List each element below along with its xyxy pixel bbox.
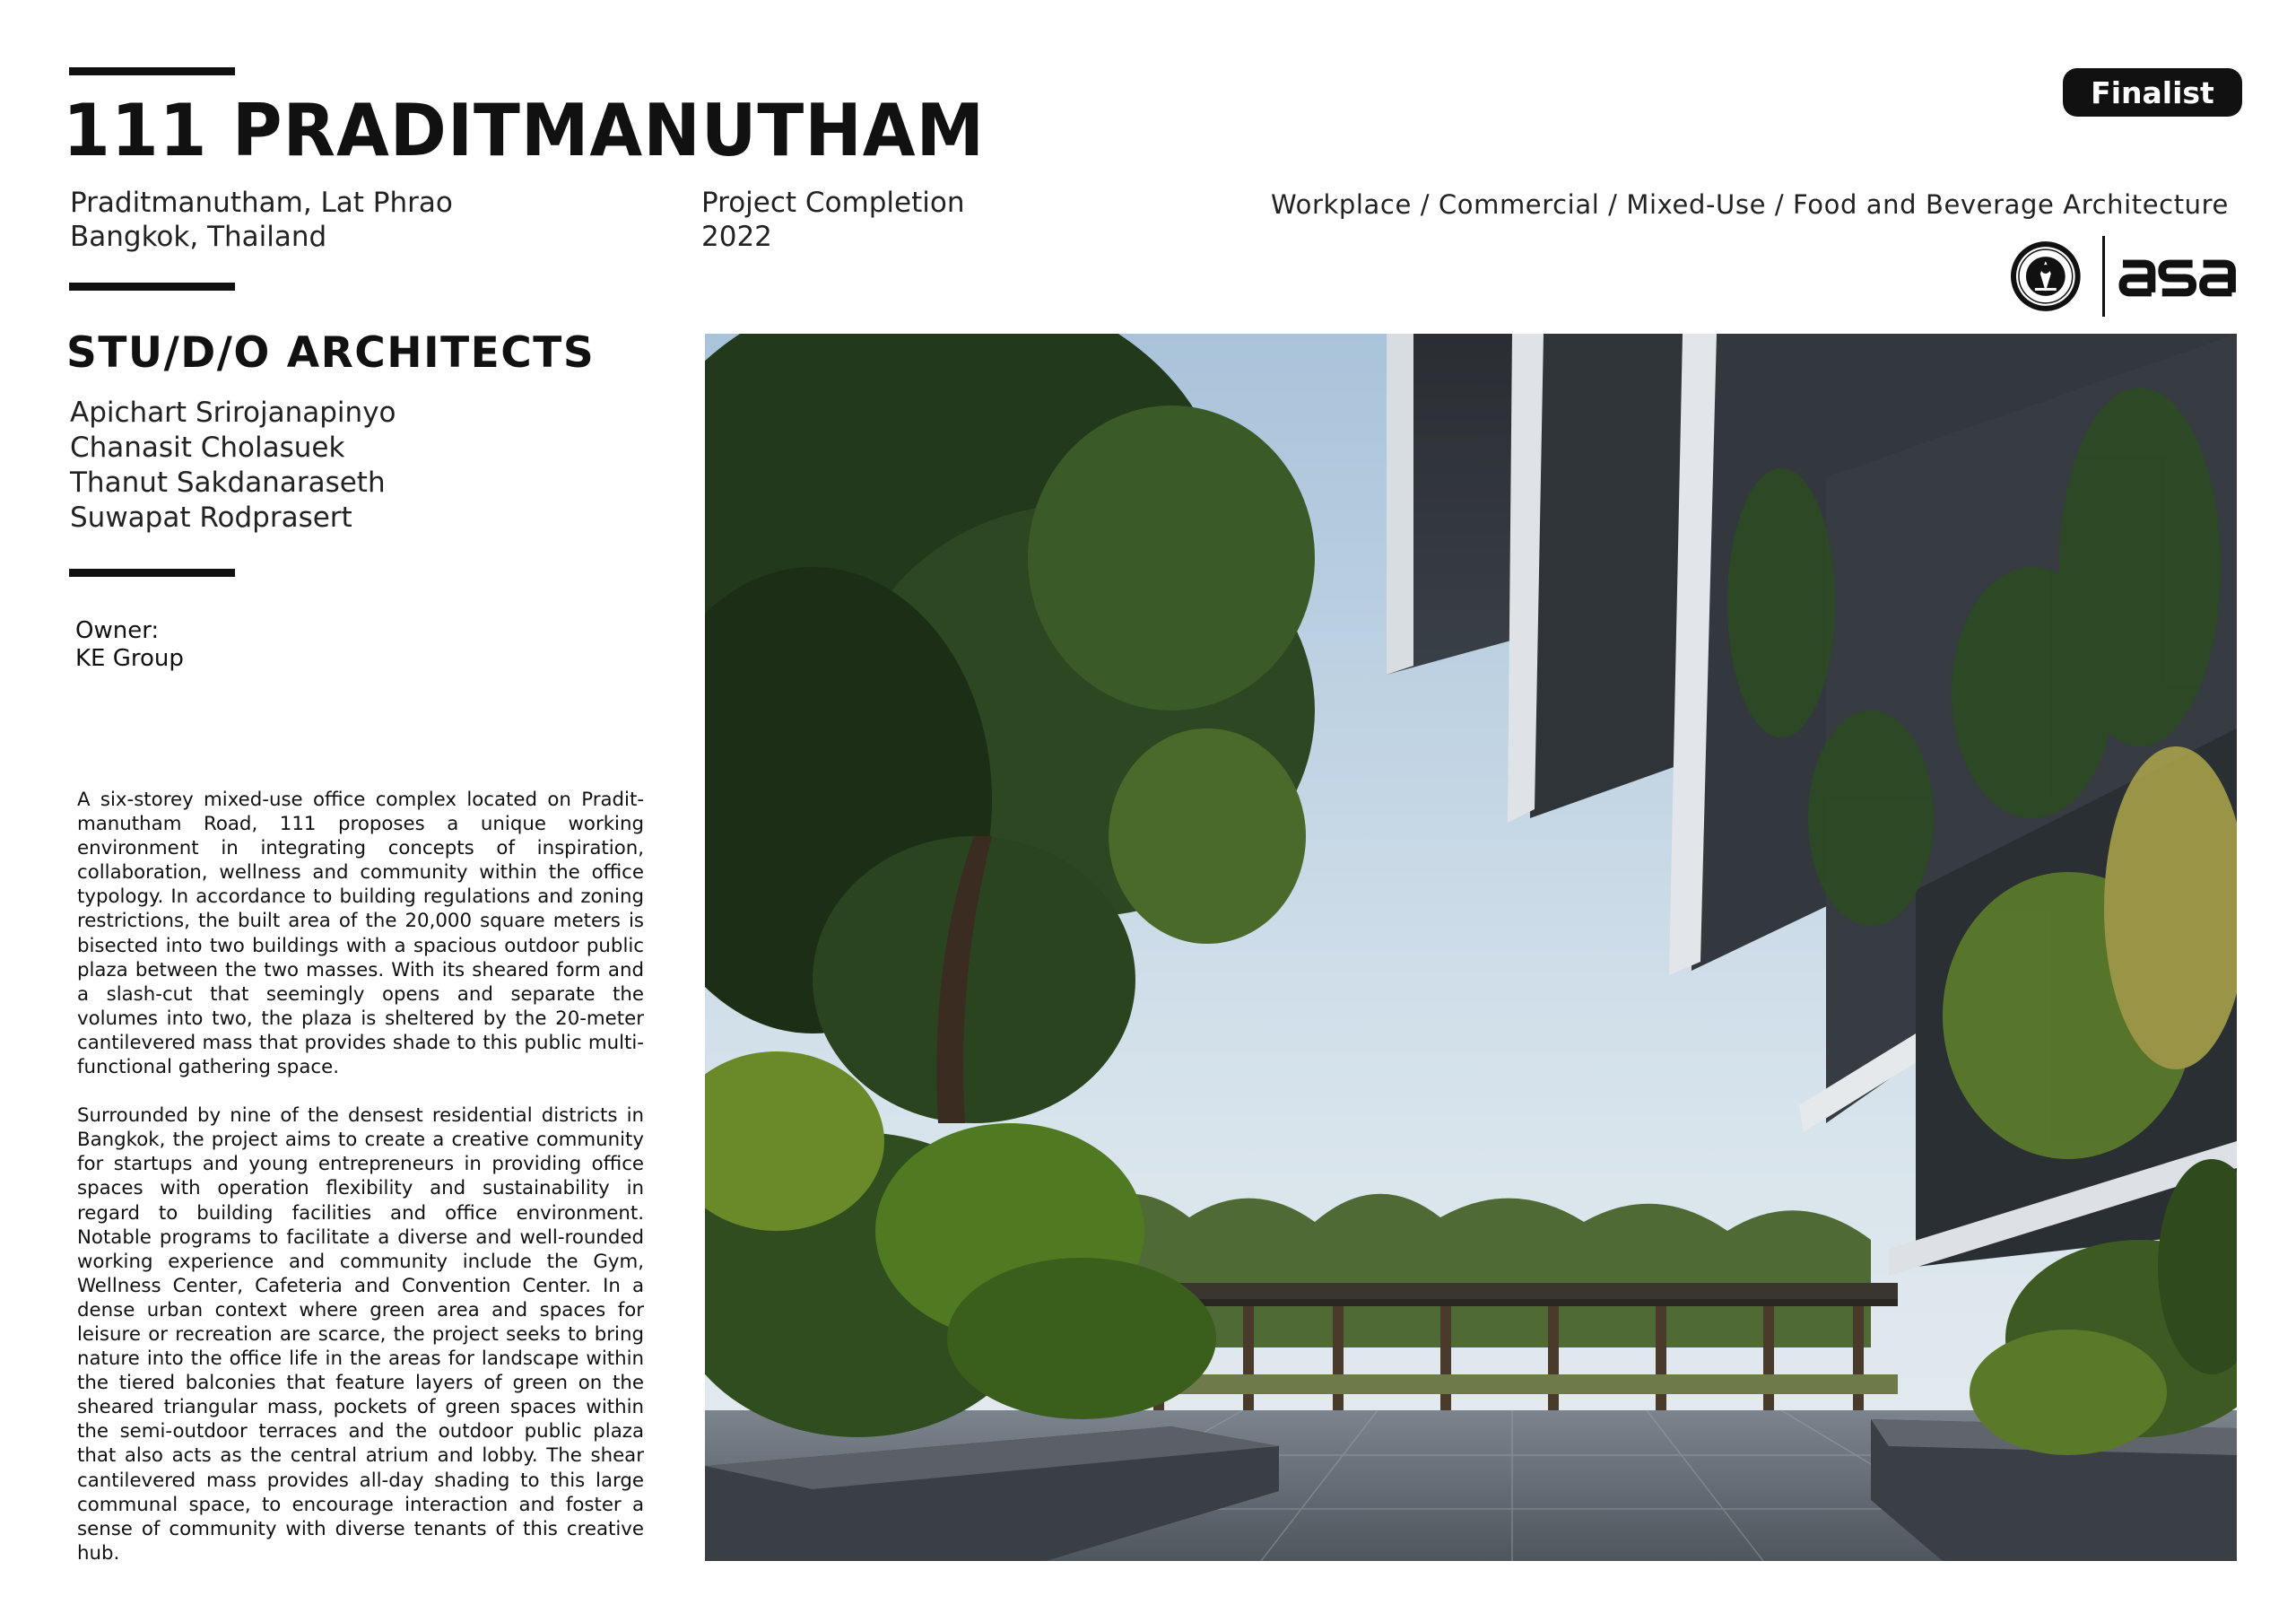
accent-rule-bottom [69, 569, 235, 577]
location-line-2: Bangkok, Thailand [70, 221, 327, 253]
team-list [70, 396, 396, 536]
project-title: 111 PRADITMANUTHAM [63, 89, 986, 172]
team-member: Chanasit Cholasuek [70, 432, 345, 464]
accent-rule-top [69, 67, 235, 75]
owner-name: KE Group [75, 645, 184, 672]
asa-logo-icon [2118, 255, 2242, 298]
owner-label: Owner: [75, 617, 160, 644]
description-paragraph-1: A six-storey mixed-use office complex located on Praditmanutham Road, 111 proposes a unique working environment in integrating concepts of inspiration, collaboration, wellness and community within the office typology. In accordance to building regulations and zoning restrictions, the built area of the 20,000 square meters is bisected into two buildings with a spacious outdoor public plaza between the two masses. With its sheared form and a slash-cut that seemingly opens and separate the volumes into two, the plaza is sheltered by the 20-meter cantilevered mass that provides shade to this public multi-functional gathering space. [77, 789, 644, 1079]
asa-seal-icon [2009, 240, 2083, 313]
owner-block [75, 617, 184, 673]
completion-label: Project Completion [701, 187, 965, 219]
location-line-1: Praditmanutham, Lat Phrao [70, 187, 453, 219]
project-categories: Workplace / Commercial / Mixed-Use / Food and Beverage Architecture [1271, 189, 2229, 220]
project-photo [705, 334, 2237, 1561]
logo-divider [2102, 236, 2105, 317]
architect-firm: STU/D/O ARCHITECTS [66, 328, 596, 378]
team-member: Suwapat Rodprasert [70, 501, 352, 534]
project-description [77, 788, 644, 1590]
team-member: Apichart Srirojanapinyo [70, 397, 396, 429]
plaza-photo-illustration [705, 334, 2237, 1561]
logo-group [2009, 235, 2242, 318]
description-paragraph-2: Surrounded by nine of the densest residential districts in Bangkok, the project aims to create a creative community for startups and young entrepreneurs in providing office spaces with operation flexibility and sustainability in regard to building facilities and office environment. Notable programs to facilitate a diverse and well-rounded working experience and community include the Gym, Wellness Center, Cafeteria and Convention Center. In a dense urban context where green area and spaces for leisure or recreation are scarce, the project seeks to bring nature into the office life in the areas for landscape within the tiered balconies that feature layers of green on the sheared triangular mass, pockets of green spaces within the semi-outdoor terraces and the outdoor public plaza that also acts as the central atrium and lobby. The shear cantilevered mass provides all-day shading to this large communal space, to encourage interaction and foster a sense of community with diverse tenants of this creative hub. [77, 1104, 644, 1565]
accent-rule-middle [69, 283, 235, 291]
project-completion [701, 186, 964, 254]
team-member: Thanut Sakdanaraseth [70, 467, 386, 499]
finalist-badge: Finalist [2063, 68, 2242, 117]
completion-year: 2022 [701, 221, 772, 253]
project-location [70, 186, 453, 254]
